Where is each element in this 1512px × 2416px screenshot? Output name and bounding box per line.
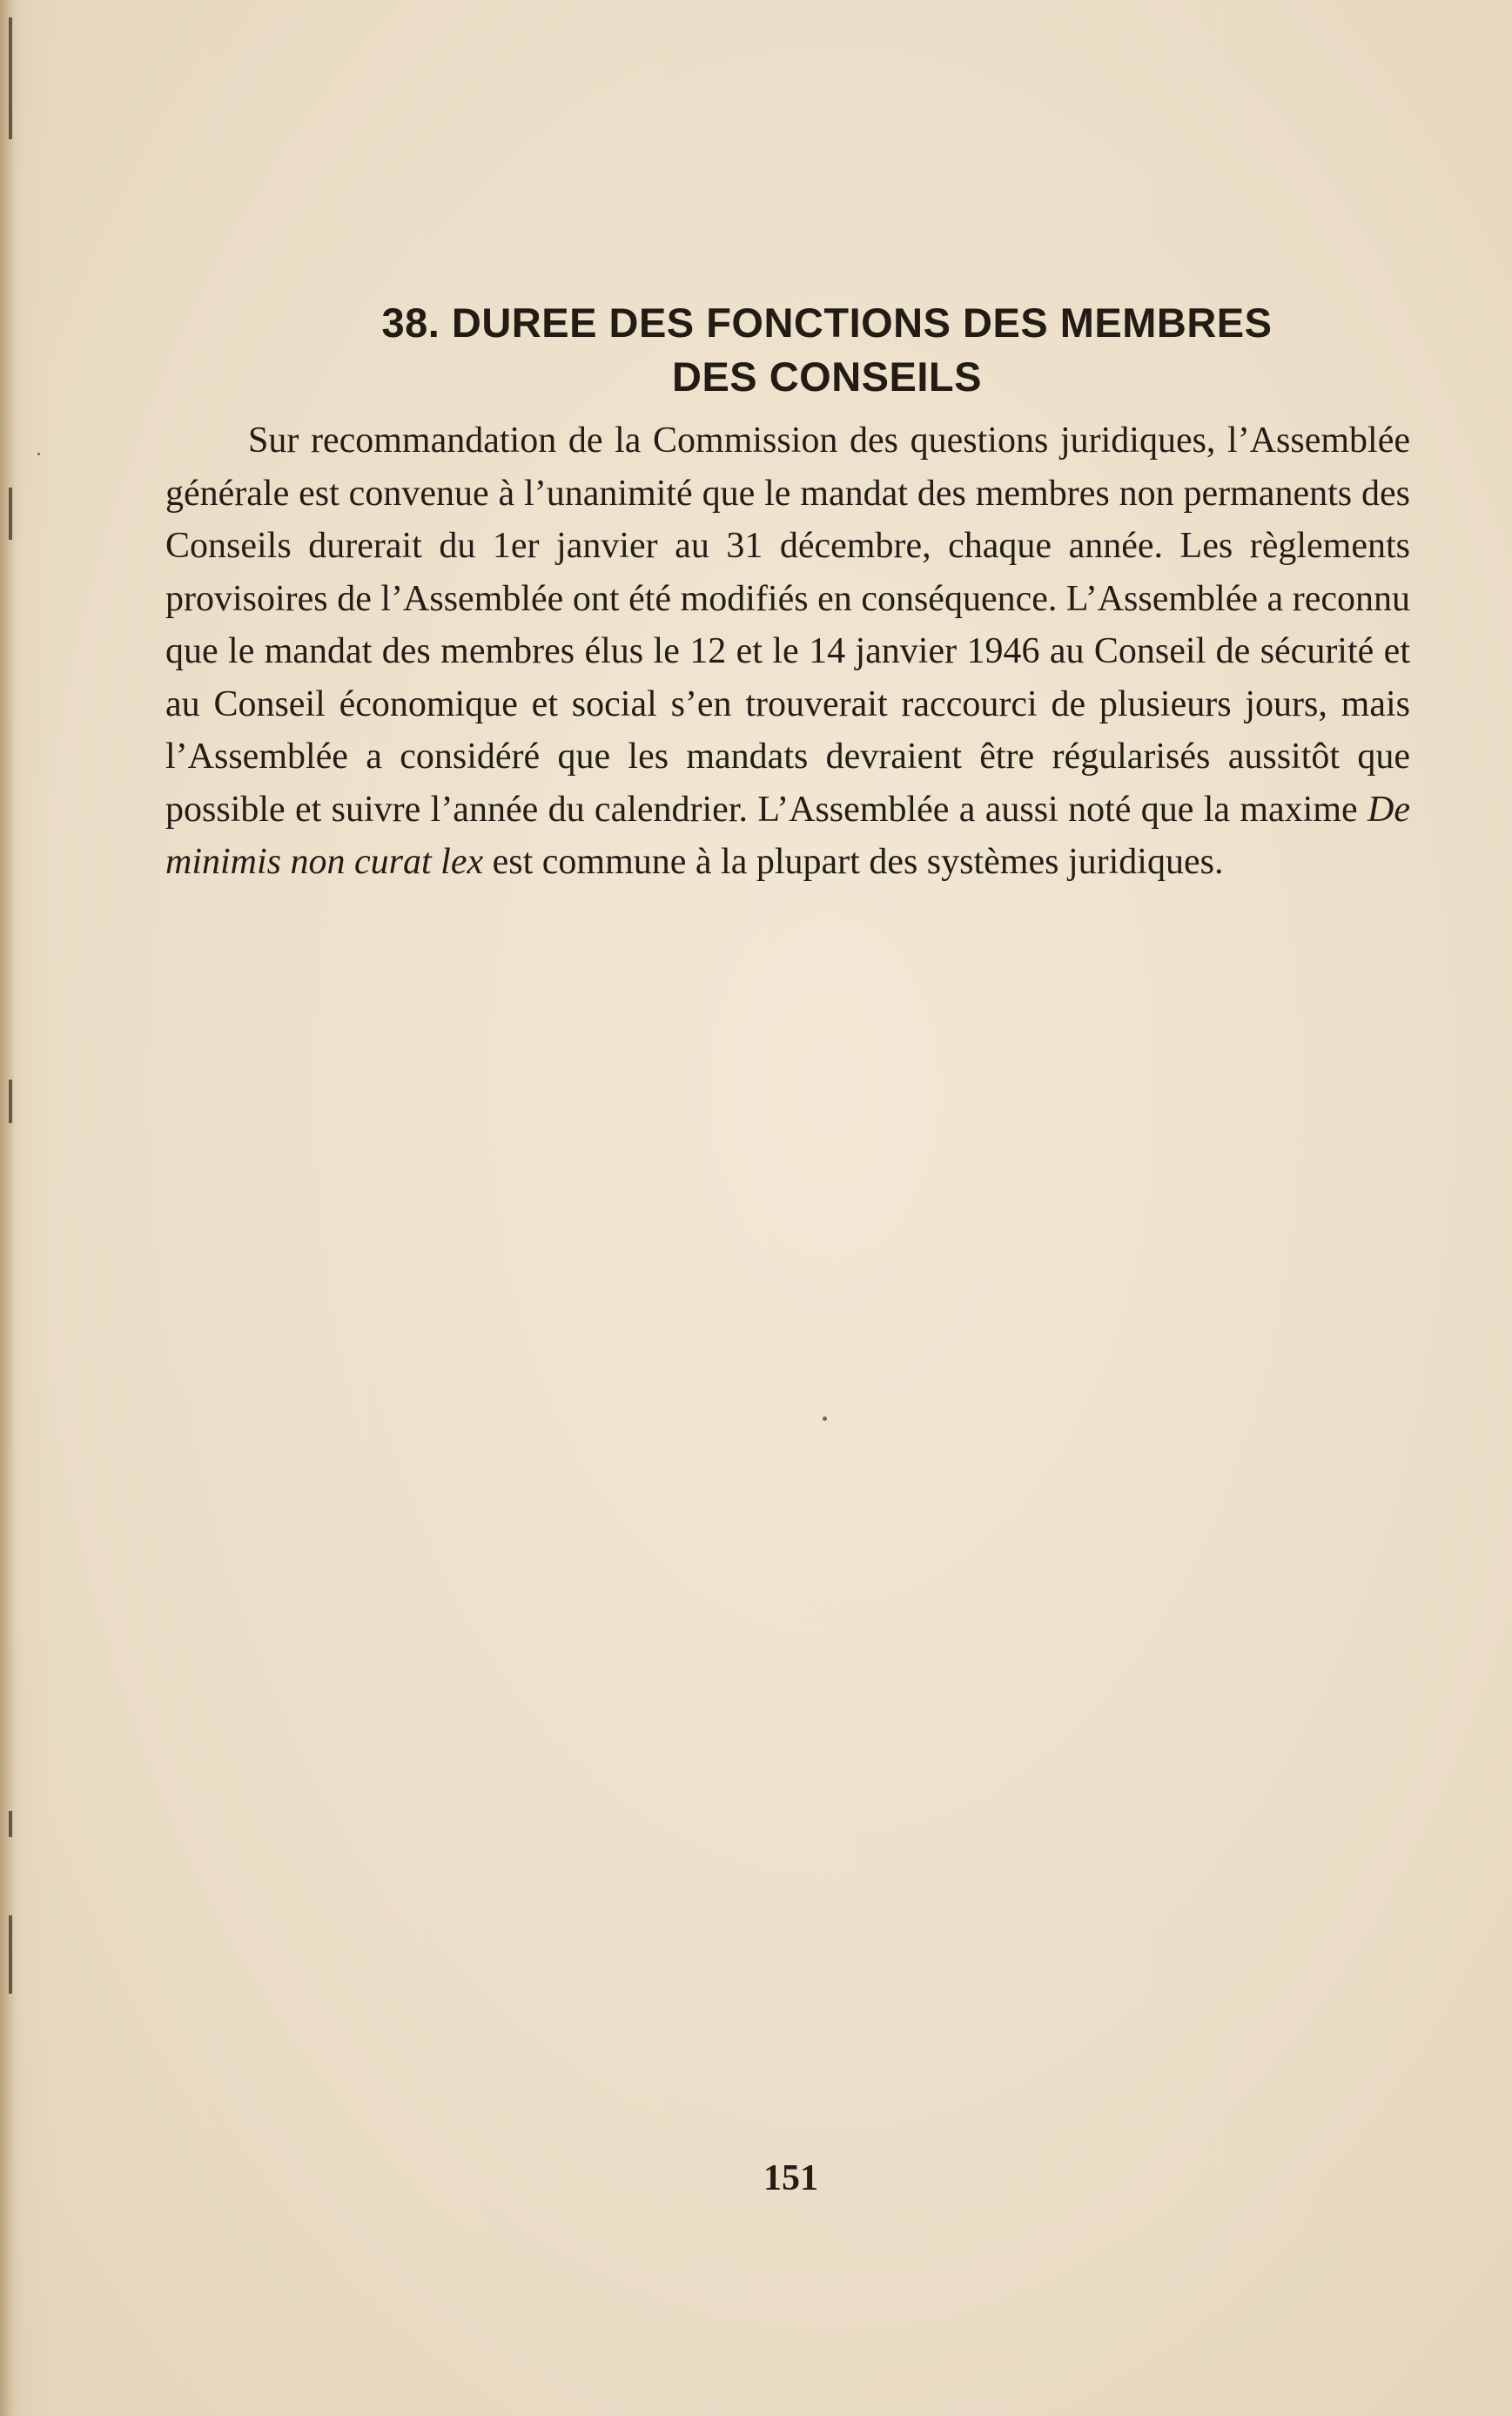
section-heading [165,296,1410,404]
section-heading-line-2: DES CONSEILS [672,353,982,400]
page-edge-mark [9,1811,12,1837]
page-edge-mark [9,1915,12,1994]
paragraph-text-main: Sur recommandation de la Commission des questions juridiques, l’Assemblée générale est convenue à l’unanimité que le mandat des membres non permanents des Conseils durerait du 1er janvier au 31 décembre, chaque année. Les règlements provisoires de l’Assemblée ont été modifiés en conséquence. L’Assemblée a reconnu que le mandat des membres élus le 12 et le 14 janvier 1946 au Conseil de sécurité et au Conseil économique et social s’en trouverait raccourci de plusieurs jours, mais l’Assemblée a considéré que les mandats devraient être régularisés aussitôt que possible et suivre l’année du calendrier. L’Assemblée a aussi noté que la maxime [165,421,1410,830]
paper-speck [823,1417,827,1421]
paragraph-text-end: est commune à la plupart des systèmes juridiques. [483,842,1224,882]
page-number: 151 [763,2158,818,2198]
page-edge-mark [9,17,12,139]
section-heading-line-1: 38. DUREE DES FONCTIONS DES MEMBRES [381,299,1273,346]
document-body [165,296,1410,889]
latin-maxim: De minimis non curat lex [165,789,1410,882]
page-spine-edge [0,0,16,2416]
page-edge-mark [9,488,12,540]
body-paragraph [165,414,1410,889]
page-edge-mark [9,1080,12,1123]
paper-speck [37,453,40,455]
